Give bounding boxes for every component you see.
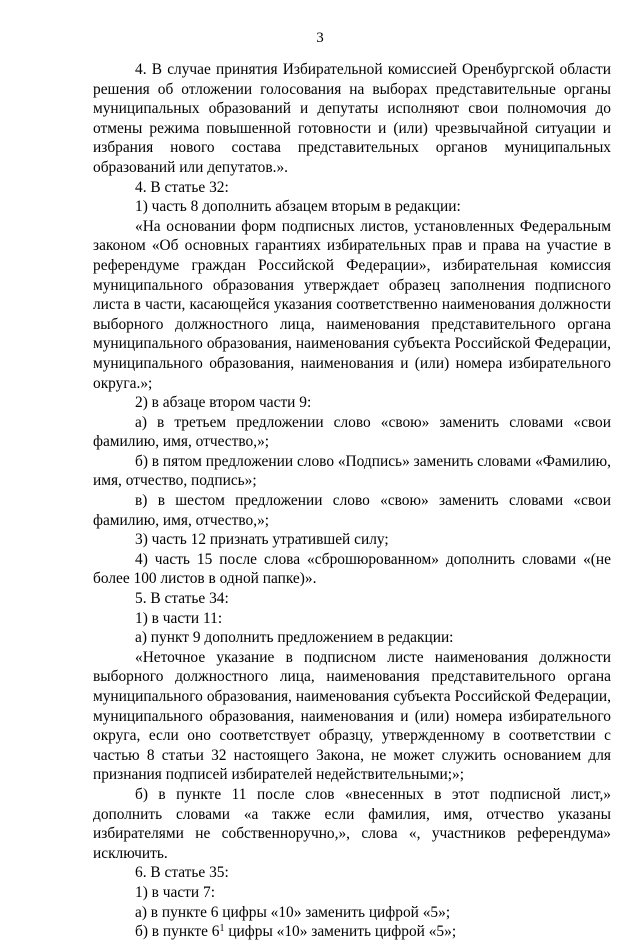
paragraph: б) в пункте 11 после слов «внесенных в этот подписной лист,» дополнить словами «а также если фамилия, имя, отчество указаны избирателями не собственноручно,», слова «, участников референдума» исключить. [93,785,611,862]
paragraph: 1) в части 7: [135,883,215,901]
paragraph: 4. В случае принятия Избирательной комиссией Оренбургской области решения об отложении голосования на выборах представительные органы муниципальных образований и депутаты исполняют свои полномочия до отмены режима повышенной готовности и (или) чрезвычайной ситуации и избрания нового состава представительных органов муниципальных образований или депутатов.». [93,61,611,176]
superscript-mark: 1 [219,923,225,935]
paragraph: 4) часть 15 после слова «сброшюрованном» дополнить словами «(не более 100 листов в одной папке)». [93,550,611,588]
last-line-after: цифры «10» заменить цифрой «5»; [224,923,457,941]
paragraph: 6. В статье 35: [135,864,229,882]
paragraph: 5. В статье 34: [135,590,229,608]
paragraph-last [93,922,611,942]
paragraph: в) в шестом предложении слово «свою» заменить словами «свои фамилию, имя, отчество,»; [93,492,611,529]
paragraph: а) в третьем предложении слово «свою» заменить словами «свои фамилию, имя, отчество,»; [93,413,611,451]
document-body [93,60,611,942]
paragraph: 4. В статье 32: [135,178,229,196]
paragraph: 2) в абзаце втором части 9: [135,394,312,412]
page-number: 3 [316,30,324,46]
paragraph: 3) часть 12 признать утратившей силу; [135,531,389,549]
paragraph: 1) в части 11: [135,609,223,627]
paragraph: а) в пункте 6 цифры «10» заменить цифрой «5»; [135,903,451,921]
paragraph: «На основании форм подписных листов, установленных Федеральным законом «Об основных гарантиях избирательных прав и права на участие в референдуме граждан Российской Федерации», избирательная комиссия муниципального образования утверждает образец заполнения подписного листа в части, касающейся указания соответственно наименования должности выборного должностного лица, наименования представительного органа муниципального образования, наименования субъекта Российской Федерации, муниципального образования, наименования и (или) номера избирательного округа.»; [93,217,611,392]
paragraph: 1) часть 8 дополнить абзацем вторым в редакции: [135,198,461,216]
paragraph: «Неточное указание в подписном листе наименования должности выборного должностного лица, наименования представительного органа муниципального образования, наименования субъекта Российской Федерации, муниципального образования, наименования и (или) номера избирательного округа, если оно соответствует образцу, утвержденному в соответствии с частью 8 статьи 32 настоящего Закона, не может служить основанием для признания подписей избирателей недействительными;»; [93,648,611,784]
paragraph: а) пункт 9 дополнить предложением в редакции: [135,629,454,647]
paragraph: б) в пятом предложении слово «Подпись» заменить словами «Фамилию, имя, отчество, подпись»; [93,452,612,490]
last-line-before: б) в пункте 6 [135,923,220,941]
